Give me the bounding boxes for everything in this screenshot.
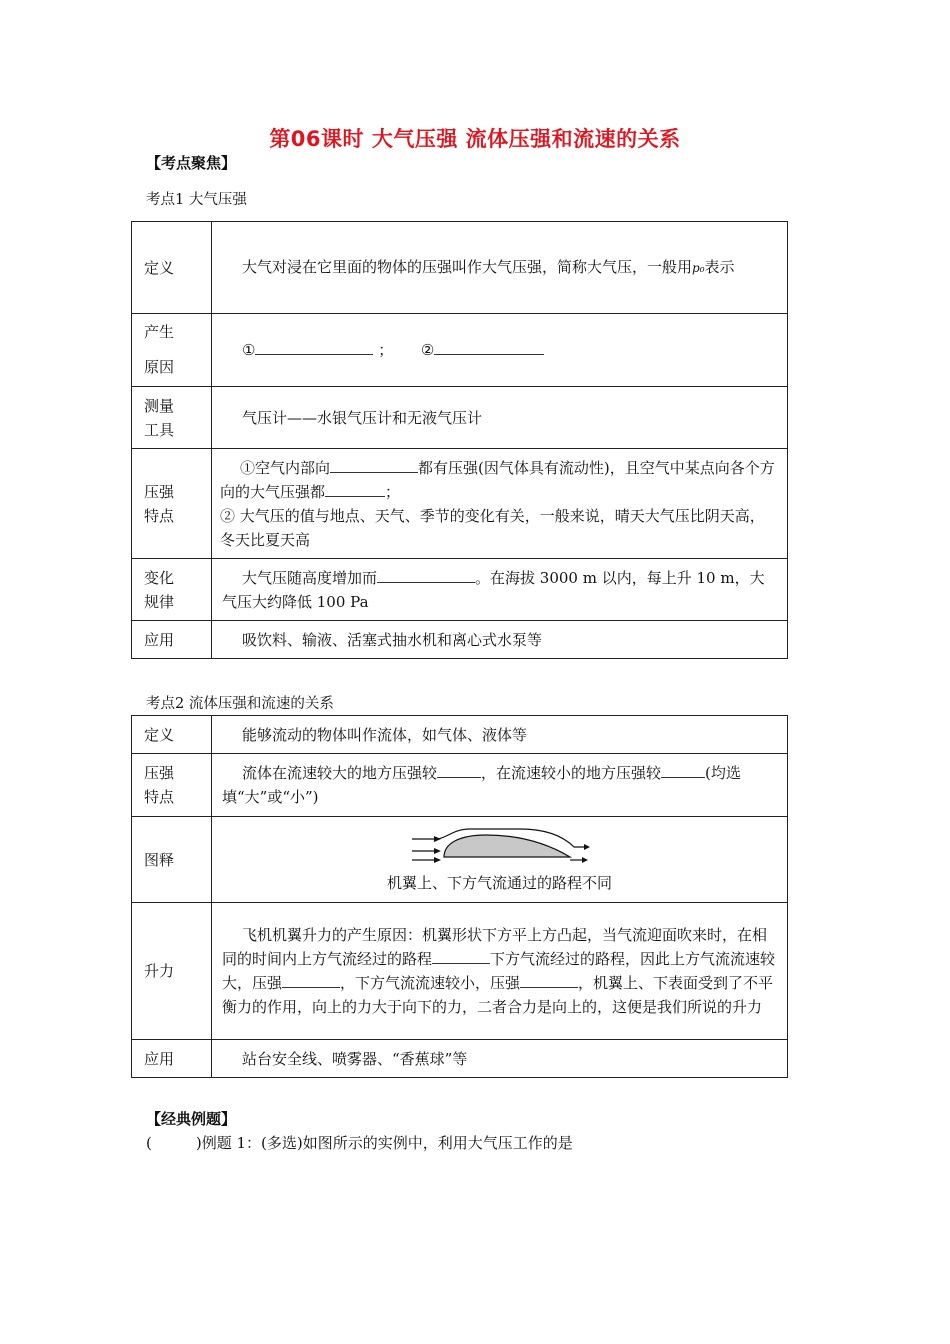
- focus-heading: 【考点聚焦】: [146, 154, 237, 172]
- p0-symbol: p₀: [692, 261, 705, 275]
- example-question: 例题 1：(多选)如图所示的实例中，利用大气压工作的是: [201, 1134, 573, 1152]
- feature-text: (均选填“大”或“小”): [222, 764, 741, 806]
- airfoil-diagram: [410, 827, 590, 871]
- kp2-label: 考点2 流体压强和流速的关系: [146, 696, 334, 712]
- fill-blank[interactable]: [432, 947, 490, 964]
- row-label-line: 压强: [144, 482, 175, 501]
- feature-text: ；: [385, 482, 401, 501]
- change-text: 大气压随高度增加而: [242, 568, 378, 587]
- kp2-table: [131, 715, 788, 1078]
- table-row: [132, 1040, 788, 1078]
- row-content: [212, 222, 788, 314]
- row-label: 应用: [132, 621, 212, 659]
- feature-text-2: ② 大气压的值与地点、天气、季节的变化有关，一般来说，晴天大气压比阴天高，冬天比夏天高: [220, 506, 765, 549]
- table-row: [132, 449, 788, 559]
- row-content: [212, 559, 788, 621]
- definition-text: 能够流动的物体叫作流体，如气体、液体等: [242, 725, 528, 744]
- cause-separator: ；: [378, 341, 394, 359]
- row-label: [132, 387, 212, 449]
- feature-text: ，在流速较小的地方压强较: [481, 764, 662, 782]
- row-content: [212, 716, 788, 754]
- row-label: [132, 754, 212, 817]
- definition-text: 大气对浸在它里面的物体的压强叫作大气压强，简称大气压，一般用: [242, 258, 693, 276]
- kp1-label: 考点1 大气压强: [146, 192, 247, 208]
- example-1: [146, 1132, 573, 1153]
- row-label: [132, 559, 212, 621]
- table-row: [132, 621, 788, 659]
- lift-text: 飞机机翼升力的产生原因：机翼形状下方平上方凸起，当气流迎面吹来时，在相同的时间内上方气流经过的路程: [222, 926, 768, 968]
- cause-1-marker: ①: [242, 341, 256, 359]
- row-label: [132, 449, 212, 559]
- page-title: 第06课时 大气压强 流体压强和流速的关系: [269, 127, 681, 151]
- row-content: [212, 903, 788, 1040]
- row-label-line: 特点: [144, 506, 175, 525]
- row-label: 升力: [132, 903, 212, 1040]
- answer-paren-open: (: [146, 1134, 152, 1152]
- row-content: [212, 817, 788, 903]
- row-label-line: 产生: [144, 323, 175, 341]
- fill-blank[interactable]: [377, 566, 475, 583]
- row-label-line: 特点: [144, 788, 175, 806]
- examples-heading: 【经典例题】: [146, 1110, 237, 1128]
- fill-blank[interactable]: [325, 480, 385, 497]
- application-text: 吸饮料、输液、活塞式抽水机和离心式水泵等: [242, 630, 543, 649]
- feature-text: ①空气内部向: [240, 458, 331, 477]
- fill-blank[interactable]: [255, 338, 373, 355]
- table-row: [132, 754, 788, 817]
- fill-blank[interactable]: [330, 456, 418, 473]
- row-content: [212, 387, 788, 449]
- table-row: [132, 559, 788, 621]
- table-row: [132, 716, 788, 754]
- table-row: [132, 387, 788, 449]
- row-label: 定义: [132, 222, 212, 314]
- feature-text: 都有压强(因气体具有流动性)，且空气中某点向各个方向的大气压强都: [220, 458, 775, 501]
- row-label-line: 工具: [144, 420, 175, 439]
- fill-blank[interactable]: [434, 338, 544, 355]
- answer-paren-close: ): [195, 1134, 202, 1152]
- measure-text: 气压计——水银气压计和无液气压计: [242, 408, 483, 427]
- application-text: 站台安全线、喷雾器、“香蕉球”等: [242, 1049, 468, 1068]
- lift-text: ，下方气流流速较小，压强: [340, 974, 521, 992]
- figure-caption: 机翼上、下方气流通过的路程不同: [386, 873, 612, 892]
- fill-blank[interactable]: [282, 971, 340, 988]
- table-row: [132, 314, 788, 387]
- row-content: [212, 754, 788, 817]
- row-content: [212, 314, 788, 387]
- row-label: 图释: [132, 817, 212, 903]
- row-label-line: 规律: [144, 592, 175, 611]
- cause-2-marker: ②: [420, 341, 435, 359]
- row-label-line: 压强: [144, 764, 175, 782]
- row-label: 应用: [132, 1040, 212, 1078]
- table-row: [132, 903, 788, 1040]
- definition-text-end: 表示: [704, 258, 735, 276]
- row-label: [132, 314, 212, 387]
- wing-figure: [212, 827, 787, 871]
- fill-blank[interactable]: [661, 761, 705, 778]
- table-row: [132, 222, 788, 314]
- change-text: 。在海拔 3000 m 以内，每上升 10 m，大气压大约降低 100 Pa: [222, 568, 765, 611]
- row-label: 定义: [132, 716, 212, 754]
- lift-text: ，机翼上、下表面受到了不平衡力的作用，向上的力大于向下的力，二者合力是向上的，这便是我们所说的升力: [222, 974, 774, 1016]
- lift-text: 下方气流经过的路程，因此上方气流流速较大，压强: [222, 950, 776, 992]
- kp1-table: [131, 221, 788, 659]
- feature-text: 流体在流速较大的地方压强较: [242, 764, 438, 782]
- row-content: [212, 621, 788, 659]
- row-content: [212, 1040, 788, 1078]
- fill-blank[interactable]: [520, 971, 578, 988]
- row-label-line: 测量: [144, 396, 175, 415]
- table-row: [132, 817, 788, 903]
- row-label-line: 变化: [144, 568, 175, 587]
- fill-blank[interactable]: [437, 761, 481, 778]
- row-label-line: 原因: [144, 358, 175, 376]
- row-content: [212, 449, 788, 559]
